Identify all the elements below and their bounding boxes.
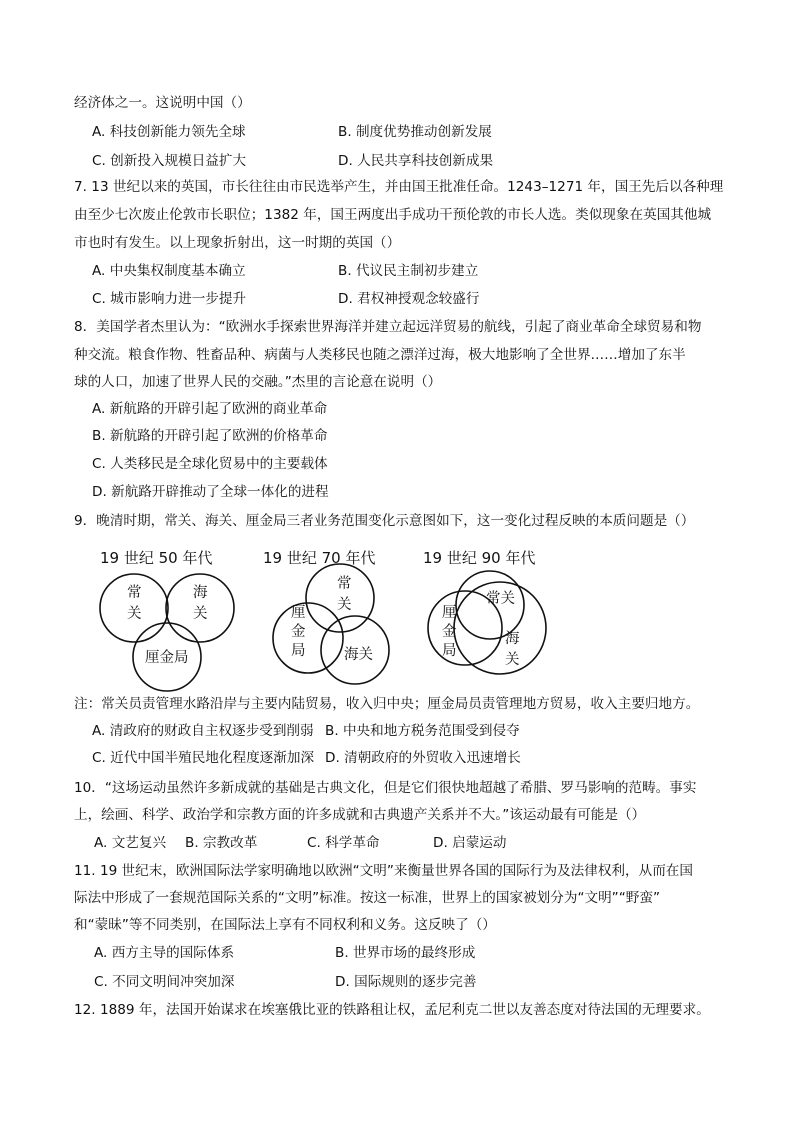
p3-label-lijinju-2: 金 [442,624,457,640]
q8-option-a: A. 新航路的开辟引起了欧洲的商业革命 [92,401,328,417]
q11-option-d: D. 国际规则的逐步完善 [335,974,477,990]
q8-stem-line-3: 球的人口，加速了世界人民的交融。”杰里的言论意在说明（） [74,374,442,390]
q11-stem-line-2: 际法中形成了一套规范国际关系的“文明”标准。按这一标准，世界上的国家被划分为“文明”“野蛮” [74,890,661,906]
p2-label-lijinju-2: 金 [291,624,306,640]
q11-option-b: B. 世界市场的最终形成 [335,945,476,961]
q10-option-c: C. 科学革命 [307,835,380,851]
q7-option-c: C. 城市影响力进一步提升 [92,291,247,307]
p3-label-changguan: 常关 [486,591,515,607]
q9-option-a: A. 清政府的财政自主权逐步受到削弱 [92,723,314,739]
q8-option-c: C. 人类移民是全球化贸易中的主要载体 [92,456,328,472]
p1-title: 19 世纪 50 年代 [100,549,213,567]
p3-label-haiguan-2: 关 [505,652,520,668]
p3-label-lijinju-1: 厘 [442,605,457,621]
q6-option-a: A. 科技创新能力领先全球 [92,124,246,140]
p3-label-lijinju-3: 局 [442,643,457,659]
q10-stem-line-2: 上，绘画、科学、政治学和宗教方面的许多成就和古典遗产关系并不大。”该运动最有可能是（） [74,807,646,823]
q10-option-b: B. 宗教改革 [185,835,258,851]
p3-label-haiguan-1: 海 [505,631,520,647]
q7-stem-line-3: 市也时有发生。以上现象折射出，这一时期的英国（） [74,235,401,251]
p1-label-changguan-1: 常 [127,585,142,601]
q10-option-d: D. 启蒙运动 [433,835,507,851]
q7-stem-line-1: 7. 13 世纪以来的英国，市长往往由市民选举产生，并由国王批准任命。1243–1271 年，国王先后以各种理 [74,179,724,195]
q9-option-b: B. 中央和地方税务范围受到侵夺 [325,723,520,739]
p2-title: 19 世纪 70 年代 [263,549,376,567]
p1-label-haiguan-1: 海 [193,585,208,601]
q12-stem: 12. 1889 年，法国开始谋求在埃塞俄比亚的铁路租让权，孟尼利克二世以友善态度对待法国的无理要求。 [74,1002,710,1018]
p2-label-changguan-2: 关 [337,597,352,613]
p2-label-lijinju-1: 厘 [291,605,306,621]
p2-label-changguan-1: 常 [337,576,352,592]
p1-label-lijinju: 厘金局 [145,650,189,666]
q11-stem-line-1: 11. 19 世纪末，欧洲国际法学家明确地以欧洲“文明”来衡量世界各国的国际行为及法律权利，从而在国 [74,863,693,879]
q10-stem-line-1: 10．“这场运动虽然许多新成就的基础是古典文化，但是它们很快地超越了希腊、罗马影响的范畴。事实 [74,780,697,796]
q8-option-d: D. 新航路开辟推动了全球一体化的进程 [92,484,329,500]
venn-diagrams-svg [90,540,560,680]
q11-option-a: A. 西方主导的国际体系 [94,945,235,961]
q9-stem: 9．晚清时期，常关、海关、厘金局三者业务范围变化示意图如下，这一变化过程反映的本质问题是（） [74,513,695,529]
q6-option-d: D. 人民共享科技创新成果 [338,153,494,169]
q7-option-a: A. 中央集权制度基本确立 [92,263,246,279]
q8-stem-line-1: 8．美国学者杰里认为：“欧洲水手探索世界海洋并建立起远洋贸易的航线，引起了商业革命全球贸易和物 [74,319,702,335]
q9-option-c: C. 近代中国半殖民地化程度逐渐加深 [92,750,315,766]
p2-circle-lijinju [273,603,343,673]
p1-label-changguan-2: 关 [127,606,142,622]
q6-stem-tail: 经济体之一。这说明中国（） [74,95,251,111]
q6-option-b: B. 制度优势推动创新发展 [338,124,492,140]
q8-stem-line-2: 种交流。粮食作物、牲畜品种、病菌与人类移民也随之漂洋过海，极大地影响了全世界……增加了东半 [74,347,686,363]
q11-stem-line-3: 和“蒙昧”等不同类别，在国际法上享有不同权利和义务。这反映了（） [74,917,496,933]
p2-label-haiguan: 海关 [344,647,373,663]
p2-label-lijinju-3: 局 [291,643,306,659]
q11-option-c: C. 不同文明间冲突加深 [94,974,235,990]
q7-option-d: D. 君权神授观念较盛行 [338,291,480,307]
q6-option-c: C. 创新投入规模日益扩大 [92,153,247,169]
q9-option-d: D. 清朝政府的外贸收入迅速增长 [325,750,521,766]
q7-stem-line-2: 由至少七次废止伦敦市长职位；1382 年，国王两度出手成功干预伦敦的市长人选。类似现象在英国其他城 [74,207,712,223]
q8-option-b: B. 新航路的开辟引起了欧洲的价格革命 [92,428,328,444]
p1-label-haiguan-2: 关 [193,606,208,622]
q10-option-a: A. 文艺复兴 [94,835,167,851]
p3-title: 19 世纪 90 年代 [423,549,536,567]
q9-venn-diagram [90,540,560,680]
q9-note: 注：常关员责管理水路沿岸与主要内陆贸易，收入归中央；厘金局员责管理地方贸易，收入主要归地方。 [74,696,700,712]
q7-option-b: B. 代议民主制初步建立 [338,263,479,279]
